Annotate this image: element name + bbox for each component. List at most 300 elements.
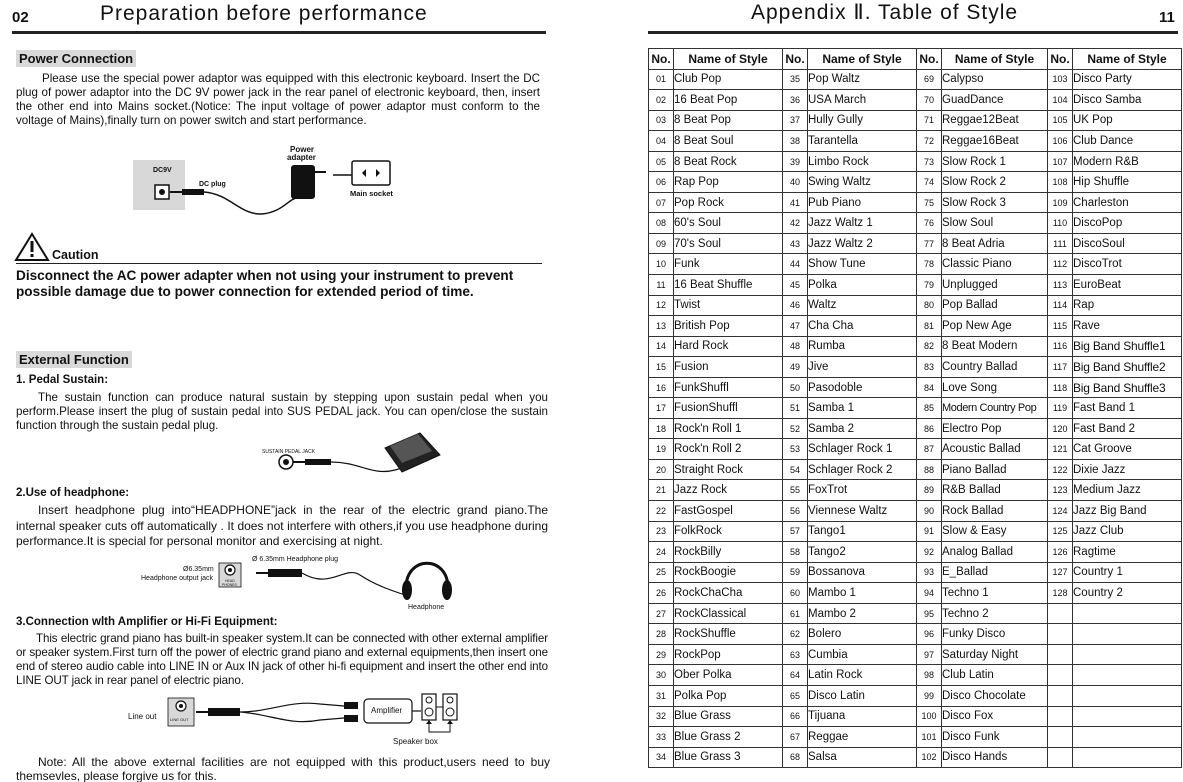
style-number: 128	[1048, 583, 1073, 604]
headphone-text: Insert headphone plug into“HEADPHONE”jack in the rear of the electric grand piano.The internal speaker cuts off automatically . It does not interfere with others,if you use headphone during performance.It is special for personal monitor and exercising at night.	[16, 503, 548, 548]
style-number: 50	[783, 377, 808, 398]
style-number: 61	[783, 603, 808, 624]
style-name: Jazz Club	[1073, 521, 1182, 542]
style-number: 68	[783, 747, 808, 768]
style-name: Disco Latin	[808, 685, 917, 706]
style-number: 64	[783, 665, 808, 686]
style-name: Dixie Jazz	[1073, 459, 1182, 480]
main-socket-label: Main socket	[350, 189, 393, 198]
style-number: 56	[783, 501, 808, 522]
style-number: 126	[1048, 542, 1073, 563]
table-row	[649, 459, 1182, 480]
style-number: 41	[783, 192, 808, 213]
style-name: Slow & Easy	[942, 521, 1048, 542]
header-no-2: No.	[783, 49, 808, 70]
speaker-box-label: Speaker box	[393, 737, 438, 746]
style-name: Schlager Rock 2	[808, 459, 917, 480]
style-number: 43	[783, 233, 808, 254]
style-number: 35	[783, 69, 808, 90]
amplifier-diagram	[0, 0, 560, 760]
caution-text: Disconnect the AC power adapter when not using your instrument to prevent possible damage due to power connection for extended period of time.	[16, 268, 514, 299]
headphone-plug-label: Ø 6.35mm Headphone plug	[252, 556, 338, 563]
style-name: Disco Samba	[1073, 90, 1182, 111]
style-number: 117	[1048, 357, 1073, 378]
table-row	[649, 644, 1182, 665]
style-name: RockShuffle	[674, 624, 783, 645]
table-row	[649, 603, 1182, 624]
style-number: 72	[917, 131, 942, 152]
style-name: Swing Waltz	[808, 172, 917, 193]
style-number: 96	[917, 624, 942, 645]
style-name	[1073, 706, 1182, 727]
style-number: 23	[649, 521, 674, 542]
style-number: 101	[917, 727, 942, 748]
style-table-header	[649, 49, 1182, 70]
style-number: 98	[917, 665, 942, 686]
style-name: Rap	[1073, 295, 1182, 316]
style-number: 21	[649, 480, 674, 501]
style-number: 57	[783, 521, 808, 542]
style-name: Salsa	[808, 747, 917, 768]
rca-plug-top	[344, 702, 358, 709]
style-name: Jazz Waltz 1	[808, 213, 917, 234]
table-row	[649, 295, 1182, 316]
headphone-jack-text-1: HEAD	[225, 579, 235, 583]
style-number: 54	[783, 459, 808, 480]
table-row	[649, 562, 1182, 583]
style-number: 118	[1048, 377, 1073, 398]
style-name: Reggae16Beat	[942, 131, 1048, 152]
style-name: FunkShuffl	[674, 377, 783, 398]
external-function-label: External Function	[16, 351, 132, 368]
style-number: 09	[649, 233, 674, 254]
style-number: 97	[917, 644, 942, 665]
style-name: E_Ballad	[942, 562, 1048, 583]
header-no-1: No.	[649, 49, 674, 70]
style-name: Analog Ballad	[942, 542, 1048, 563]
style-number: 102	[917, 747, 942, 768]
power-connection-text: Please use the special power adaptor was equipped with this electronic keyboard. Insert the DC plug of power adaptor into the DC 9V power jack in the rear panel of electronic keyboard, then, insert the other end into Mains socket.(Notice: The input voltage of power adaptor must conform to the voltage of Mains),finally turn on power switch and start performance.	[16, 72, 540, 127]
style-name: Show Tune	[808, 254, 917, 275]
style-number: 108	[1048, 172, 1073, 193]
style-name: Calypso	[942, 69, 1048, 90]
style-number: 08	[649, 213, 674, 234]
pedal-sustain-heading: 1. Pedal Sustain:	[16, 374, 109, 386]
style-number: 89	[917, 480, 942, 501]
style-name: Classic Piano	[942, 254, 1048, 275]
style-name: Unplugged	[942, 275, 1048, 296]
style-number: 110	[1048, 213, 1073, 234]
style-name: Big Band Shuffle3	[1073, 377, 1182, 398]
table-row	[649, 213, 1182, 234]
style-number: 14	[649, 336, 674, 357]
style-name: Cha Cha	[808, 316, 917, 337]
header-name-2: Name of Style	[808, 49, 917, 70]
audio-cable	[240, 703, 344, 721]
style-name: 8 Beat Rock	[674, 151, 783, 172]
style-number: 86	[917, 418, 942, 439]
style-name: British Pop	[674, 316, 783, 337]
style-number	[1048, 727, 1073, 748]
table-row	[649, 439, 1182, 460]
style-number: 124	[1048, 501, 1073, 522]
style-name: FoxTrot	[808, 480, 917, 501]
style-number: 33	[649, 727, 674, 748]
style-name: Ragtime	[1073, 542, 1182, 563]
style-name: Rap Pop	[674, 172, 783, 193]
style-number: 93	[917, 562, 942, 583]
style-name: Disco Funk	[942, 727, 1048, 748]
table-row	[649, 542, 1182, 563]
table-row	[649, 275, 1182, 296]
style-name: Rumba	[808, 336, 917, 357]
table-row	[649, 521, 1182, 542]
pedal-sustain-text: The sustain function can produce natural sustain by stepping upon sustain pedal when you perform.Please insert the plug of sustain pedal into SUS PEDAL jack. You can open/close the sustain function through the sustain pedal plug.	[16, 391, 548, 432]
style-name: Saturday Night	[942, 644, 1048, 665]
style-number: 65	[783, 685, 808, 706]
style-name: Fast Band 2	[1073, 418, 1182, 439]
style-name	[1073, 624, 1182, 645]
power-connection-label: Power Connection	[16, 50, 136, 67]
style-number: 42	[783, 213, 808, 234]
style-number: 120	[1048, 418, 1073, 439]
style-number: 71	[917, 110, 942, 131]
style-name: Jazz Rock	[674, 480, 783, 501]
style-name: Piano Ballad	[942, 459, 1048, 480]
headphone-label: Headphone	[408, 604, 445, 611]
style-name: Country 2	[1073, 583, 1182, 604]
style-number	[1048, 665, 1073, 686]
style-number: 107	[1048, 151, 1073, 172]
style-name: Cumbia	[808, 644, 917, 665]
table-row	[649, 501, 1182, 522]
header-no-4: No.	[1048, 49, 1073, 70]
style-name: Rock'n Roll 1	[674, 418, 783, 439]
style-number: 70	[917, 90, 942, 111]
style-number: 91	[917, 521, 942, 542]
style-number: 80	[917, 295, 942, 316]
style-name: Ober Polka	[674, 665, 783, 686]
style-name: FusionShuffl	[674, 398, 783, 419]
table-row	[649, 131, 1182, 152]
style-number: 47	[783, 316, 808, 337]
style-name: Slow Soul	[942, 213, 1048, 234]
style-number: 63	[783, 644, 808, 665]
style-number: 40	[783, 172, 808, 193]
style-number: 66	[783, 706, 808, 727]
style-number: 82	[917, 336, 942, 357]
style-name: 70's Soul	[674, 233, 783, 254]
style-name: Modern R&B	[1073, 151, 1182, 172]
style-number: 15	[649, 357, 674, 378]
style-name: Rave	[1073, 316, 1182, 337]
style-number: 17	[649, 398, 674, 419]
style-number: 53	[783, 439, 808, 460]
power-adapter-label-2: adapter	[287, 153, 316, 162]
page-number-left: 02	[12, 9, 29, 26]
right-page	[640, 0, 1183, 782]
style-name: Tango1	[808, 521, 917, 542]
style-number: 31	[649, 685, 674, 706]
style-name: Funk	[674, 254, 783, 275]
style-name: USA March	[808, 90, 917, 111]
amplifier-text: This electric grand piano has built-in speaker system.It can be connected with other external amplifier or speaker system.First turn off the power of electric grand piano and external equipments,then insert one end of stereo audio cable into LINE IN or Aux IN jack of other hi-fi equipment and insert the other end into LINE OUT jack in rear panel of electric piano.	[16, 632, 548, 687]
table-row	[649, 727, 1182, 748]
style-number: 03	[649, 110, 674, 131]
style-name: RockPop	[674, 644, 783, 665]
style-name: Slow Rock 1	[942, 151, 1048, 172]
style-name: Country 1	[1073, 562, 1182, 583]
style-number: 79	[917, 275, 942, 296]
style-number: 20	[649, 459, 674, 480]
right-page-title: Appendix Ⅱ. Table of Style	[751, 1, 1019, 24]
style-number: 24	[649, 542, 674, 563]
style-number: 28	[649, 624, 674, 645]
style-number: 34	[649, 747, 674, 768]
style-name: Club Pop	[674, 69, 783, 90]
style-name: Bolero	[808, 624, 917, 645]
style-name: R&B Ballad	[942, 480, 1048, 501]
style-name: DiscoTrot	[1073, 254, 1182, 275]
table-row	[649, 336, 1182, 357]
style-name: Samba 1	[808, 398, 917, 419]
style-number: 32	[649, 706, 674, 727]
style-number: 90	[917, 501, 942, 522]
table-row	[649, 377, 1182, 398]
style-number: 75	[917, 192, 942, 213]
table-row	[649, 398, 1182, 419]
table-row	[649, 747, 1182, 768]
headphone-jack-text-2: PHONES	[222, 583, 237, 587]
page-number-right: 11	[1159, 9, 1175, 26]
style-name: RockBilly	[674, 542, 783, 563]
style-number: 38	[783, 131, 808, 152]
style-number: 29	[649, 644, 674, 665]
line-out-jack-label: LINE OUT	[170, 717, 189, 722]
style-number: 52	[783, 418, 808, 439]
style-name: 8 Beat Soul	[674, 131, 783, 152]
style-name	[1073, 685, 1182, 706]
style-number: 83	[917, 357, 942, 378]
table-row	[649, 357, 1182, 378]
style-number	[1048, 624, 1073, 645]
table-row	[649, 192, 1182, 213]
style-number: 62	[783, 624, 808, 645]
style-number: 30	[649, 665, 674, 686]
table-row	[649, 172, 1182, 193]
style-number: 59	[783, 562, 808, 583]
style-number: 01	[649, 69, 674, 90]
style-name: Pop New Age	[942, 316, 1048, 337]
table-row	[649, 110, 1182, 131]
style-number: 49	[783, 357, 808, 378]
style-name: Electro Pop	[942, 418, 1048, 439]
style-name: Tijuana	[808, 706, 917, 727]
style-number: 27	[649, 603, 674, 624]
style-name: Charleston	[1073, 192, 1182, 213]
style-number: 58	[783, 542, 808, 563]
style-name: Country Ballad	[942, 357, 1048, 378]
table-row	[649, 254, 1182, 275]
style-name: 8 Beat Adria	[942, 233, 1048, 254]
sustain-jack-label: SUSTAIN PEDAL JACK	[262, 449, 316, 455]
style-number	[1048, 747, 1073, 768]
style-number: 55	[783, 480, 808, 501]
style-number: 11	[649, 275, 674, 296]
style-name: Mambo 2	[808, 603, 917, 624]
style-name: RockChaCha	[674, 583, 783, 604]
style-number: 74	[917, 172, 942, 193]
style-name: Pasodoble	[808, 377, 917, 398]
style-name: Medium Jazz	[1073, 480, 1182, 501]
style-number: 106	[1048, 131, 1073, 152]
style-name: DiscoSoul	[1073, 233, 1182, 254]
style-number: 02	[649, 90, 674, 111]
style-number: 94	[917, 583, 942, 604]
style-name: Big Band Shuffle2	[1073, 357, 1182, 378]
style-name: Bossanova	[808, 562, 917, 583]
style-name: Schlager Rock 1	[808, 439, 917, 460]
style-name: RockBoogie	[674, 562, 783, 583]
style-name: 8 Beat Pop	[674, 110, 783, 131]
style-name: FolkRock	[674, 521, 783, 542]
style-number: 95	[917, 603, 942, 624]
left-page	[0, 0, 560, 782]
style-name	[1073, 603, 1182, 624]
style-number: 78	[917, 254, 942, 275]
style-number: 46	[783, 295, 808, 316]
style-number: 88	[917, 459, 942, 480]
table-row	[649, 583, 1182, 604]
style-number: 115	[1048, 316, 1073, 337]
style-name: Fusion	[674, 357, 783, 378]
style-name: Pop Waltz	[808, 69, 917, 90]
style-number: 13	[649, 316, 674, 337]
style-number: 81	[917, 316, 942, 337]
style-number: 22	[649, 501, 674, 522]
style-name: RockClassical	[674, 603, 783, 624]
style-name: Rock Ballad	[942, 501, 1048, 522]
style-number: 05	[649, 151, 674, 172]
line-out-label: Line out	[128, 712, 157, 721]
table-row	[649, 233, 1182, 254]
style-number: 87	[917, 439, 942, 460]
style-number: 67	[783, 727, 808, 748]
line-out-plug	[208, 708, 240, 716]
style-name: Disco Chocolate	[942, 685, 1048, 706]
style-number: 123	[1048, 480, 1073, 501]
style-name: Limbo Rock	[808, 151, 917, 172]
style-number: 114	[1048, 295, 1073, 316]
amplifier-label: Amplifier	[371, 706, 403, 715]
style-number: 69	[917, 69, 942, 90]
style-number: 36	[783, 90, 808, 111]
style-number: 99	[917, 685, 942, 706]
headphone-jack-size: Ø6.35mm	[183, 566, 214, 573]
style-name: Rock'n Roll 2	[674, 439, 783, 460]
header-name-1: Name of Style	[674, 49, 783, 70]
style-name: DiscoPop	[1073, 213, 1182, 234]
style-number: 45	[783, 275, 808, 296]
style-number: 26	[649, 583, 674, 604]
style-number: 51	[783, 398, 808, 419]
table-row	[649, 706, 1182, 727]
style-number: 60	[783, 583, 808, 604]
style-name: Samba 2	[808, 418, 917, 439]
headphone-heading: 2.Use of headphone:	[16, 487, 130, 499]
style-number: 92	[917, 542, 942, 563]
style-name: Love Song	[942, 377, 1048, 398]
style-number: 111	[1048, 233, 1073, 254]
style-number: 113	[1048, 275, 1073, 296]
style-number: 127	[1048, 562, 1073, 583]
style-name: FastGospel	[674, 501, 783, 522]
style-name	[1073, 665, 1182, 686]
left-page-title: Preparation before performance	[100, 2, 428, 25]
style-number: 25	[649, 562, 674, 583]
style-number: 116	[1048, 336, 1073, 357]
style-number: 06	[649, 172, 674, 193]
style-name: Mambo 1	[808, 583, 917, 604]
style-name	[1073, 727, 1182, 748]
style-number: 100	[917, 706, 942, 727]
style-name: Disco Fox	[942, 706, 1048, 727]
table-row	[649, 685, 1182, 706]
style-name: GuadDance	[942, 90, 1048, 111]
style-number	[1048, 603, 1073, 624]
table-row	[649, 418, 1182, 439]
style-name: Hard Rock	[674, 336, 783, 357]
table-row	[649, 316, 1182, 337]
style-number: 109	[1048, 192, 1073, 213]
style-name: Jazz Waltz 2	[808, 233, 917, 254]
style-name: Acoustic Ballad	[942, 439, 1048, 460]
style-name: Fast Band 1	[1073, 398, 1182, 419]
power-adapter-label-1: Power	[290, 145, 315, 154]
style-number: 10	[649, 254, 674, 275]
style-name: Modern Country Pop	[942, 398, 1048, 419]
style-number: 37	[783, 110, 808, 131]
style-name: Big Band Shuffle1	[1073, 336, 1182, 357]
style-number: 39	[783, 151, 808, 172]
style-name: Tango2	[808, 542, 917, 563]
style-name: Reggae12Beat	[942, 110, 1048, 131]
style-name: Jive	[808, 357, 917, 378]
style-number: 119	[1048, 398, 1073, 419]
style-name: 60's Soul	[674, 213, 783, 234]
style-table	[648, 48, 1182, 768]
header-name-4: Name of Style	[1073, 49, 1182, 70]
style-number: 105	[1048, 110, 1073, 131]
style-name: 16 Beat Shuffle	[674, 275, 783, 296]
table-row	[649, 624, 1182, 645]
style-number: 76	[917, 213, 942, 234]
style-name: Twist	[674, 295, 783, 316]
style-name: Jazz Big Band	[1073, 501, 1182, 522]
style-name: Techno 2	[942, 603, 1048, 624]
style-number: 77	[917, 233, 942, 254]
header-no-3: No.	[917, 49, 942, 70]
style-number: 16	[649, 377, 674, 398]
style-name: Pop Ballad	[942, 295, 1048, 316]
dc9v-label: DC9V	[153, 167, 172, 174]
style-number: 73	[917, 151, 942, 172]
style-name: Techno 1	[942, 583, 1048, 604]
header-rule-right	[648, 31, 1178, 34]
style-name: Pop Rock	[674, 192, 783, 213]
style-name: Hully Gully	[808, 110, 917, 131]
style-name: Disco Hands	[942, 747, 1048, 768]
